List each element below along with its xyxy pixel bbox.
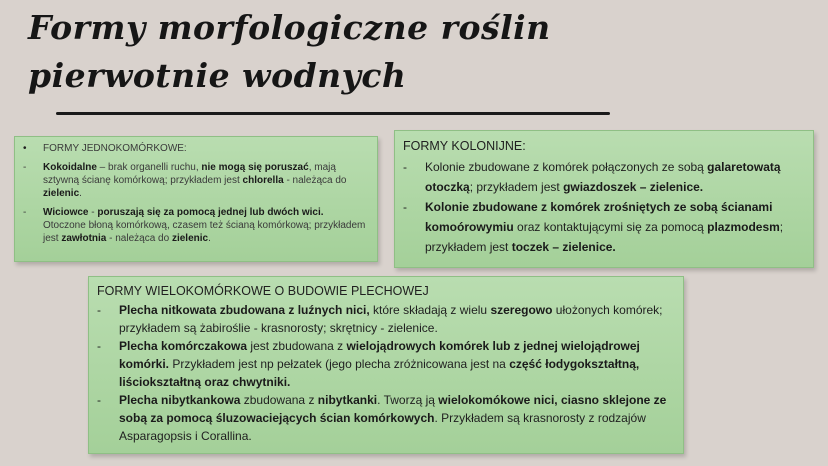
list-item-coenocytic-thallus: - Plecha komórczakowa jest zbudowana z wielojądrowych komórek lub z jednej wielojądrowej komórki. Przykładem jest np pełzatek (jego plecha zróżnicowana jest na część łodygokształtną, liściokształtną oraz chwytniki. [97,339,640,389]
bullet-dot: • [23,143,27,154]
bullet-dash: - [403,160,407,174]
bullet-dash: - [403,200,407,214]
bullet-dash: - [23,162,27,173]
unicellular-heading [23,142,369,155]
list-item-kokoidalne: - Kokoidalne – brak organelli ruchu, nie mogą się poruszać, mają sztywną ścianę komórkową; przykładem jest chlorella - należąca do zielenic. [23,162,347,199]
slide-title [28,4,728,100]
list-item-pseudoparenchymatous-thallus: - Plecha nibytkankowa zbudowana z nibytkanki. Tworzą ją wielokomókowe nici, ciasno sklejone ze sobą za pomocą śluzowaciejących ścian komórkowych. Przykładem są krasnorosty z rodzajów Asparagopsis i Corallina. [97,393,667,443]
colonial-heading: FORMY KOLONIJNE: [403,139,526,153]
multicellular-heading: FORMY WIELOKOMÓRKOWE O BUDOWIE PLECHOWEJ [97,284,429,298]
title-divider [56,112,610,115]
slide-title-line-2: pierwotnie wodnych [28,56,407,95]
bullet-dash: - [97,393,101,407]
bullet-dash: - [97,303,101,317]
slide-title-line-1: Formy morfologiczne roślin [28,8,551,47]
list-item-wiciowce: - Wiciowce - poruszają się za pomocą jednej lub dwóch wici. Otoczone błoną komórkową, czasem też ścianą komórkową; przykładem jest zawłotnia - należąca do zielenic. [23,207,366,244]
unicellular-heading-text: FORMY JEDNOKOMÓRKOWE: [43,143,187,154]
bullet-dash: - [97,339,101,353]
bullet-dash: - [23,207,27,218]
list-item-colony-fused: - Kolonie zbudowane z komórek zrośniętych ze sobą ścianami komoórowymiu oraz kontaktującymi się za pomocą plazmodesm; przykładem jest toczek – zielenice. [403,197,805,257]
colonial-forms-box [394,130,814,268]
list-item-colony-gelatinous: - Kolonie zbudowane z komórek połączonych ze sobą galaretowatą otoczką; przykładem jest gwiazdoszek – zielenice. [403,157,805,197]
unicellular-forms-box [14,136,378,262]
multicellular-forms-box [88,276,684,454]
list-item-filamentous-thallus: - Plecha nitkowata zbudowana z luźnych nici, które składają z wielu szeregowo ułożonych komórek; przykładem są żabiroślie - krasnorosty; skrętnicy - zielenice. [97,303,663,335]
